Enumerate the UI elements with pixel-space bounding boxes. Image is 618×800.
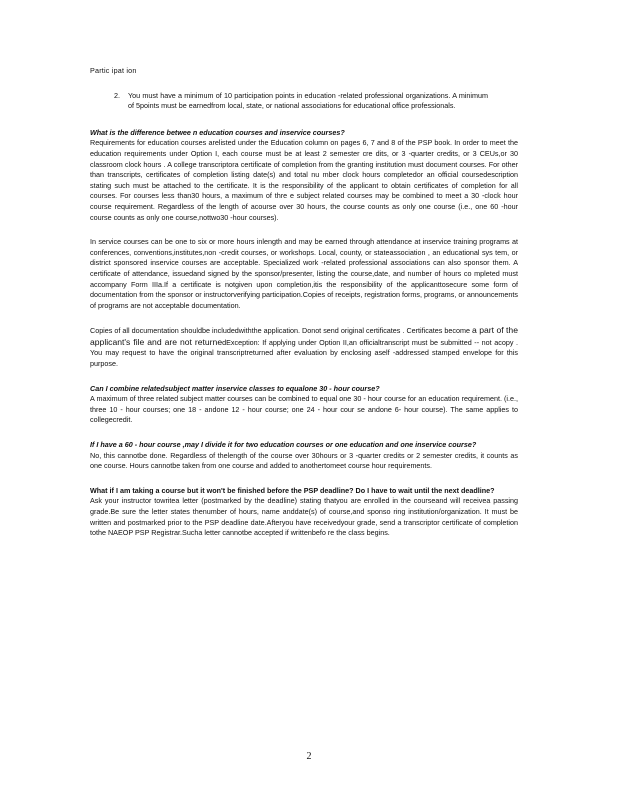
inservice-paragraph: In service courses can be one to six or more hours inlength and may be earned through attendance at inservice training programs at conferences, conventions,institutes,non -credit courses, or workshops. Local, county, or stateassociation , an educational sys tem, or district sponsored inservice courses are acceptable. Specialized work -related professional associations can also sponsor them. A certificate of attendance, issuedand signed by the sponsor/presenter, listing the course,date, and number of hours co mpleted must accompany Form IIIa.If a certificate is notgiven upon completion,itis the responsibility of the applicanttosecure some form of documentation from the sponsor or instructorverifying participation.Copies of receipts, registration forms, programs, or announcements of programs are not acceptable documentation. [90, 237, 518, 310]
answer-paragraph: Requirements for education courses arelisted under the Education column on pages 6, 7 and 8 of the PSP book. In order to meet the education requirements under Option I, each course must be at least 2 semester cre dits, or 3 -quarter credits, or 3 CEUs,or 30 classroom clock hours . A college transcriptora certificate of completion from the granting institution must document courses. For other than transcripts, certificates of completion listing date(s) and total nu mber clock hours completedor an official coursedescription stating such must be attached to the certificate. It is the responsibility of the applicant to obtain certificates of completion for all courses. For courses less than30 hours, a maximum of thre e subject related courses may be combined to meet a 30 -clock hour course requirement. Regardless of the length of acourse over 30 hours, the course counts as only one course (i.e., one 60 -hour course counts as only one course,nottwo30 -hour courses). [90, 138, 518, 222]
copies-text-large: a part of the applicant's file and are not returne [90, 325, 518, 347]
section-title: Partic ipat ion [90, 66, 137, 75]
answer-paragraph: A maximum of three related subject matter courses can be combined to equal one 30 - hour course for an education requirement. (i.e., three 10 - hour courses; one 18 - andone 12 - hour course; one 24 - hour cour se andone 6- hour course). The same applies to collegecredit. [90, 394, 518, 425]
list-item-text: You must have a minimum of 10 participation points in education -related professional organizations. A minimum of 5points must be earnedfrom local, state, or national associations for educational office professionals. [128, 90, 488, 111]
list-item-number: 2. [114, 90, 120, 100]
page-content [90, 66, 518, 553]
answer-paragraph: No, this cannotbe done. Regardless of thelength of the course over 30hours or 3 -quarter credits or 2 semester credits, it counts as one course. Hours cannotbe taken from one course and added to anothertomeet course hour requirements. [90, 450, 518, 471]
answer-paragraph: Ask your instructor towritea letter (postmarked by the deadline) stating thatyou are enrolled in the courseand will receivea passing grade.Be sure the letter states thenumber of hours, name anddate(s) of course,and sponso ring institution/organization. It must be written and postmarked prior to the PSP deadline date.Afteryou have receivedyour grade, send a transcriptor certificate of completion tothe NAEOP PSP Registrar.Sucha letter cannotbe accepted if writtenbefo re the class begins. [90, 496, 518, 538]
copies-text-after: dException: If applying under Option II,an officialtranscript must be submitted -- not acopy . You may request to have the original transcriptreturned after evaluation by enclosing aself -addressed stamped envelope for this purpose. [90, 337, 518, 369]
question-heading: What is the difference betwee n education courses and inservice courses? [90, 127, 345, 137]
question-heading: Can I combine relatedsubject matter inservice classes to equalone 30 - hour course? [90, 383, 380, 393]
question-heading: If I have a 60 - hour course ,may I divide it for two education courses or one education and one inservice course? [90, 440, 477, 450]
list-item [90, 91, 518, 112]
question-heading: What if I am taking a course but it won't be finished before the PSP deadline? Do I have to wait until the next deadline? [90, 485, 495, 495]
page-number: 2 [306, 751, 312, 762]
copies-text-before: Copies of all documentation shouldbe includedwiththe application. Donot send original certificates . Certificates become [90, 326, 470, 336]
copies-paragraph [90, 325, 518, 369]
